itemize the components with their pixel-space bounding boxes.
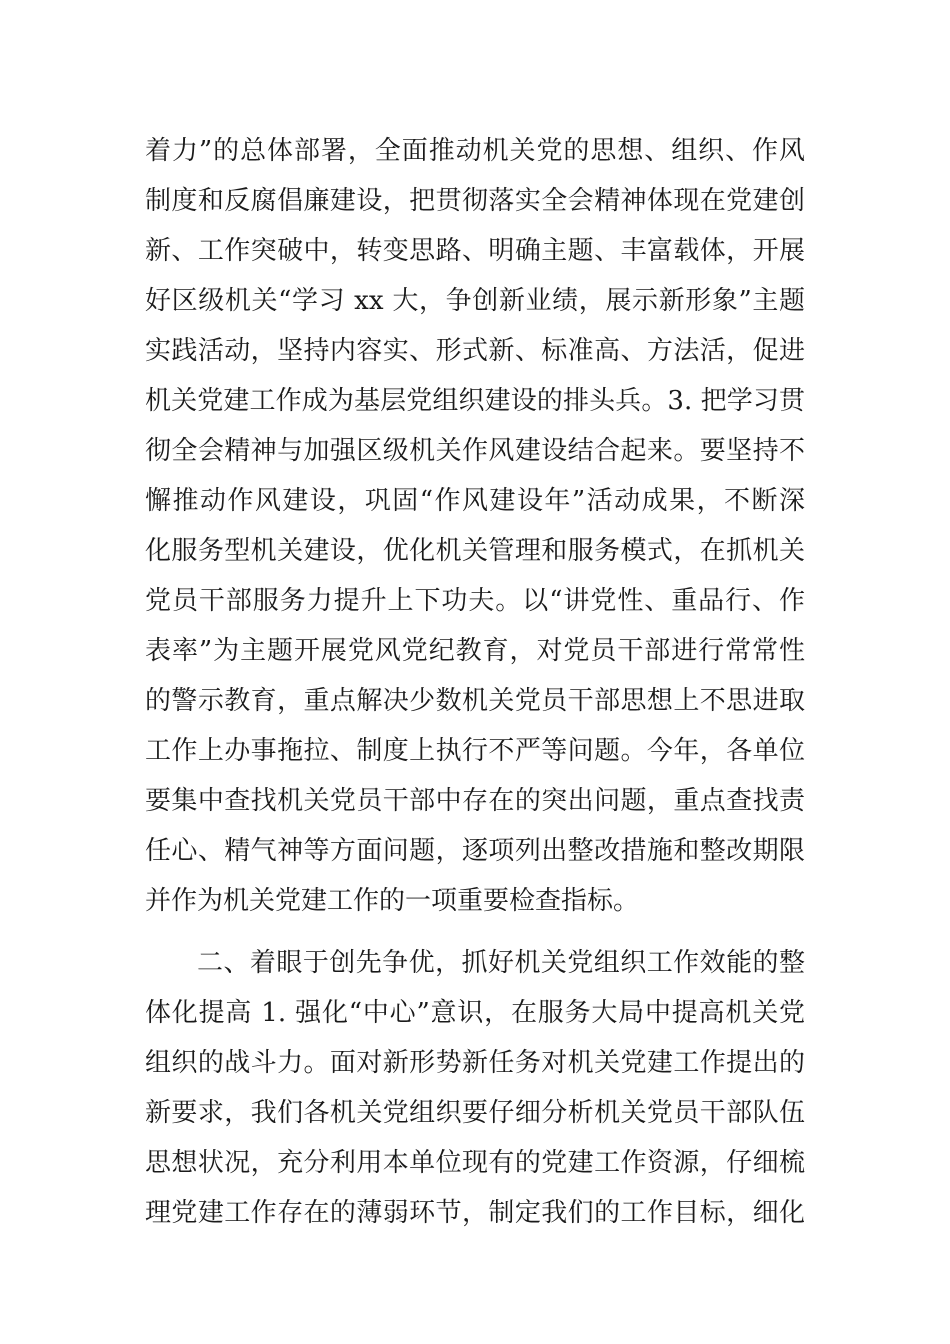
text-line: 思想状况，充分利用本单位现有的党建工作资源，仔细梳 <box>145 1148 805 1178</box>
text-line: 并作为机关党建工作的一项重要检查指标。 <box>145 886 640 916</box>
text-line: 理党建工作存在的薄弱环节，制定我们的工作目标，细化 <box>145 1198 805 1228</box>
text-line: 的警示教育，重点解决少数机关党员干部思想上不思进取 <box>145 686 805 716</box>
text-line: 表率”为主题开展党风党纪教育，对党员干部进行常常性 <box>145 636 805 666</box>
text-line: 要集中查找机关党员干部中存在的突出问题，重点查找责 <box>145 786 805 816</box>
text-line: 懈推动作风建设，巩固“作风建设年”活动成果，不断深 <box>145 486 805 516</box>
text-line: 制度和反腐倡廉建设，把贯彻落实全会精神体现在党建创 <box>145 186 805 216</box>
text-line: 新、工作突破中，转变思路、明确主题、丰富载体，开展 <box>145 236 805 266</box>
text-line: 任心、精气神等方面问题，逐项列出整改措施和整改期限 <box>145 836 805 866</box>
text-line: 彻全会精神与加强区级机关作风建设结合起来。要坚持不 <box>145 436 805 466</box>
text-line: 党员干部服务力提升上下功夫。以“讲党性、重品行、作 <box>145 586 805 616</box>
text-line: 工作上办事拖拉、制度上执行不严等问题。今年，各单位 <box>145 736 805 766</box>
text-line: 着力”的总体部署，全面推动机关党的思想、组织、作风 <box>145 136 805 166</box>
text-line: 体化提高 1. 强化“中心”意识，在服务大局中提高机关党 <box>145 998 805 1028</box>
text-line: 机关党建工作成为基层党组织建设的排头兵。3. 把学习贯 <box>145 386 805 416</box>
section-heading-line: 二、着眼于创先争优，抓好机关党组织工作效能的整 <box>197 948 805 978</box>
text-line: 化服务型机关建设，优化机关管理和服务模式，在抓机关 <box>145 536 805 566</box>
text-line: 组织的战斗力。面对新形势新任务对机关党建工作提出的 <box>145 1048 805 1078</box>
text-line: 实践活动，坚持内容实、形式新、标准高、方法活，促进 <box>145 336 805 366</box>
text-line: 新要求，我们各机关党组织要仔细分析机关党员干部队伍 <box>145 1098 805 1128</box>
text-line: 好区级机关“学习 xx 大，争创新业绩，展示新形象”主题 <box>145 286 805 316</box>
